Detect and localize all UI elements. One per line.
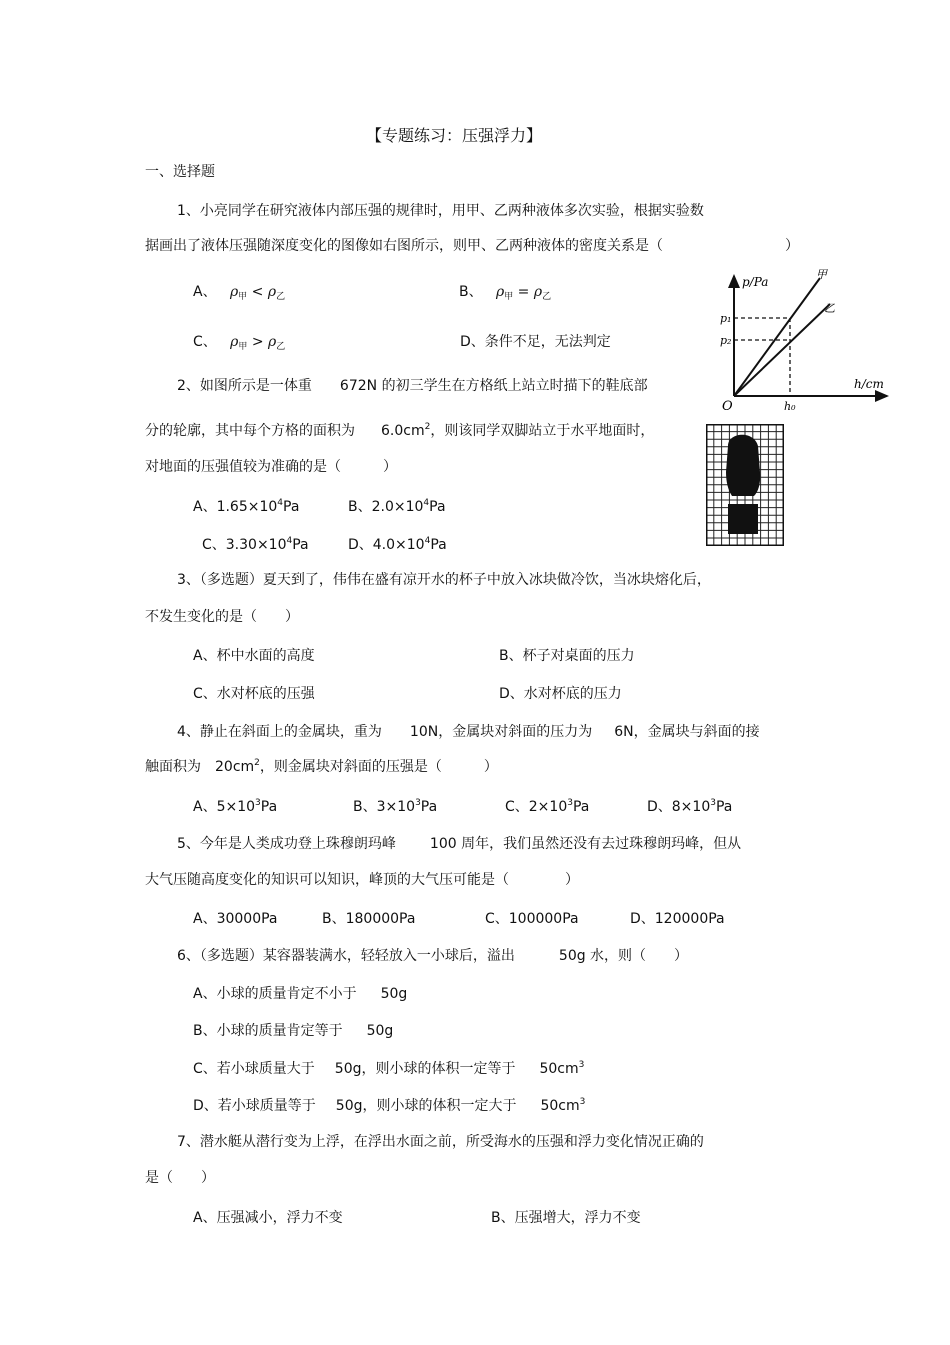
h0-label: h₀ xyxy=(784,400,796,413)
option-text: D、4.0×10 xyxy=(348,537,425,553)
relation-operator: = xyxy=(517,284,530,300)
option-text: B、2.0×10 xyxy=(348,499,424,515)
pressure-depth-graph xyxy=(712,268,897,416)
q5-option-b: B、180000Pa xyxy=(322,911,416,927)
q5-text: 5、今年是人类成功登上珠穆朗玛峰 xyxy=(177,836,396,852)
q5-text: 100 周年，我们虽然还没有去过珠穆朗玛峰，但从 xyxy=(429,836,742,852)
section-heading: 一、选择题 xyxy=(145,164,215,180)
q4-text: 6N，金属块与斜面的接 xyxy=(614,724,760,740)
exponent: 2 xyxy=(254,758,260,768)
option-text: C、2×10 xyxy=(505,799,568,815)
p1-label: p₁ xyxy=(720,312,732,325)
area-value: 20cm xyxy=(215,759,255,775)
option-text: A、1.65×10 xyxy=(193,499,278,515)
relation-operator: > xyxy=(251,334,264,350)
rho-symbol: ρ xyxy=(268,334,277,350)
subscript: 乙 xyxy=(276,292,286,302)
option-text: 50g，则小球的体积一定等于 xyxy=(334,1061,516,1077)
unit: Pa xyxy=(572,799,590,815)
q5-option-d: D、120000Pa xyxy=(630,911,725,927)
exponent: 2 xyxy=(424,422,431,432)
q6-option-b xyxy=(193,1022,393,1040)
q4-line1 xyxy=(177,723,760,741)
q7-option-a: A、压强减小，浮力不变 xyxy=(193,1210,343,1226)
q3-line2: 不发生变化的是（ ） xyxy=(145,609,299,625)
unit: Pa xyxy=(715,799,733,815)
shoe-sole-shape xyxy=(726,435,760,496)
origin-label: O xyxy=(722,399,733,414)
option-label: A、 xyxy=(193,284,217,300)
exponent: 4 xyxy=(424,536,431,546)
option-value: 50cm xyxy=(539,1061,579,1077)
rho-symbol: ρ xyxy=(533,284,543,300)
q7-line1: 7、潜水艇从潜行变为上浮，在浮出水面之前，所受海水的压强和浮力变化情况正确的 xyxy=(177,1134,704,1150)
option-text: B、3×10 xyxy=(353,799,416,815)
q6-option-a xyxy=(193,985,407,1003)
y-axis-label: p/Pa xyxy=(742,275,769,289)
p2-label: p₂ xyxy=(720,334,732,347)
q4-text: 10N，金属块对斜面的压力为 xyxy=(409,724,593,740)
line-yi-label: 乙 xyxy=(824,302,835,315)
q5-line1 xyxy=(177,835,741,853)
exponent: 3 xyxy=(567,798,573,808)
q6-option-c xyxy=(193,1060,584,1078)
q5-line2: 大气压随高度变化的知识可以知识，峰顶的大气压可能是（ ） xyxy=(145,872,579,888)
q5-option-c: C、100000Pa xyxy=(485,911,579,927)
shoe-heel-shape xyxy=(728,504,758,534)
rho-symbol: ρ xyxy=(495,284,505,300)
q2-text: ，则该同学双脚站立于水平地面时， xyxy=(430,423,655,439)
rho-symbol: ρ xyxy=(230,334,239,350)
q7-line2: 是（ ） xyxy=(145,1170,215,1186)
q1-option-a xyxy=(193,283,285,306)
exponent: 3 xyxy=(579,1097,586,1107)
subscript: 甲 xyxy=(238,342,248,352)
q3-option-a: A、杯中水面的高度 xyxy=(193,648,315,664)
rho-symbol: ρ xyxy=(267,284,277,300)
q4-option-c xyxy=(505,798,589,816)
q4-line2 xyxy=(145,758,498,776)
q2-line3: 对地面的压强值较为准确的是（ ） xyxy=(145,459,397,475)
option-label: C、 xyxy=(193,334,217,350)
unit: Pa xyxy=(260,799,278,815)
exponent: 3 xyxy=(578,1060,585,1070)
relation-operator: < xyxy=(251,284,264,300)
q6-option-d xyxy=(193,1097,585,1115)
option-value: 50g xyxy=(380,986,408,1002)
subscript: 甲 xyxy=(504,292,514,302)
unit: Pa xyxy=(283,499,300,515)
line-jia xyxy=(734,278,820,396)
x-axis-label: h/cm xyxy=(854,377,884,391)
q1-option-c xyxy=(193,333,285,356)
q3-option-b: B、杯子对桌面的压力 xyxy=(499,648,635,664)
q7-option-b: B、压强增大，浮力不变 xyxy=(491,1210,641,1226)
unit: Pa xyxy=(430,537,447,553)
option-text: A、5×10 xyxy=(193,799,256,815)
exponent: 3 xyxy=(255,798,261,808)
option-text: C、若小球质量大于 xyxy=(193,1061,315,1077)
q5-option-a: A、30000Pa xyxy=(193,911,278,927)
q4-text: 4、静止在斜面上的金属块，重为 xyxy=(177,724,382,740)
q2-option-c xyxy=(202,536,309,554)
q3-option-d: D、水对杯底的压力 xyxy=(499,686,622,702)
q1-line1: 1、小亮同学在研究液体内部压强的规律时，用甲、乙两种液体多次实验，根据实验数 xyxy=(177,203,704,219)
unit: Pa xyxy=(292,537,309,553)
unit: Pa xyxy=(420,799,438,815)
option-text: A、小球的质量肯定不小于 xyxy=(193,986,357,1002)
page-title: 【专题练习：压强浮力】 xyxy=(366,126,543,145)
exponent: 4 xyxy=(277,498,284,508)
q2-text: 分的轮廓，其中每个方格的面积为 xyxy=(145,423,355,439)
option-label: B、 xyxy=(459,284,483,300)
option-value: 50cm xyxy=(540,1098,580,1114)
q6-text: 6、（多选题）某容器装满水，轻轻放入一小球后，溢出 xyxy=(177,948,515,964)
q1-paren-close: ） xyxy=(785,238,799,254)
option-text: D、8×10 xyxy=(647,799,711,815)
q6-text: 50g 水，则（ ） xyxy=(558,948,689,964)
subscript: 乙 xyxy=(542,292,552,302)
rho-symbol: ρ xyxy=(229,284,239,300)
exponent: 3 xyxy=(710,798,716,808)
q2-text: 2、如图所示是一体重 xyxy=(177,378,312,394)
q4-option-a xyxy=(193,798,277,816)
q2-text: 的初三学生在方格纸上站立时描下的鞋底部 xyxy=(381,378,648,394)
exponent: 3 xyxy=(415,798,421,808)
area-value: 6.0cm xyxy=(381,423,425,439)
q4-text: 触面积为 xyxy=(145,759,201,775)
option-text: C、3.30×10 xyxy=(202,537,287,553)
option-value: 50g xyxy=(366,1023,394,1039)
q4-option-d xyxy=(647,798,732,816)
unit: Pa xyxy=(429,499,446,515)
option-text: D、若小球质量等于 xyxy=(193,1098,316,1114)
q1-line2: 据画出了液体压强随深度变化的图像如右图所示，则甲、乙两种液体的密度关系是（ xyxy=(145,238,663,254)
q1-option-b xyxy=(459,283,551,306)
q3-line1: 3、（多选题）夏天到了，伟伟在盛有凉开水的杯子中放入冰块做冷饮，当冰块熔化后， xyxy=(177,572,711,588)
q2-option-a xyxy=(193,498,299,516)
q2-line2 xyxy=(145,422,654,440)
q4-option-b xyxy=(353,798,437,816)
exponent: 4 xyxy=(286,536,293,546)
weight-value: 672N xyxy=(339,378,378,394)
line-jia-label: 甲 xyxy=(816,268,827,281)
q2-line1 xyxy=(177,377,648,395)
q4-text: ，则金属块对斜面的压强是（ ） xyxy=(259,759,498,775)
option-text: 50g，则小球的体积一定大于 xyxy=(335,1098,517,1114)
q3-option-c: C、水对杯底的压强 xyxy=(193,686,315,702)
q1-option-d: D、条件不足，无法判定 xyxy=(460,334,611,350)
subscript: 乙 xyxy=(276,342,286,352)
q2-option-b xyxy=(348,498,446,516)
subscript: 甲 xyxy=(238,292,248,302)
shoe-print-grid xyxy=(706,424,784,546)
q2-option-d xyxy=(348,536,447,554)
option-text: B、小球的质量肯定等于 xyxy=(193,1023,343,1039)
q6-line1 xyxy=(177,947,688,965)
exponent: 4 xyxy=(423,498,430,508)
